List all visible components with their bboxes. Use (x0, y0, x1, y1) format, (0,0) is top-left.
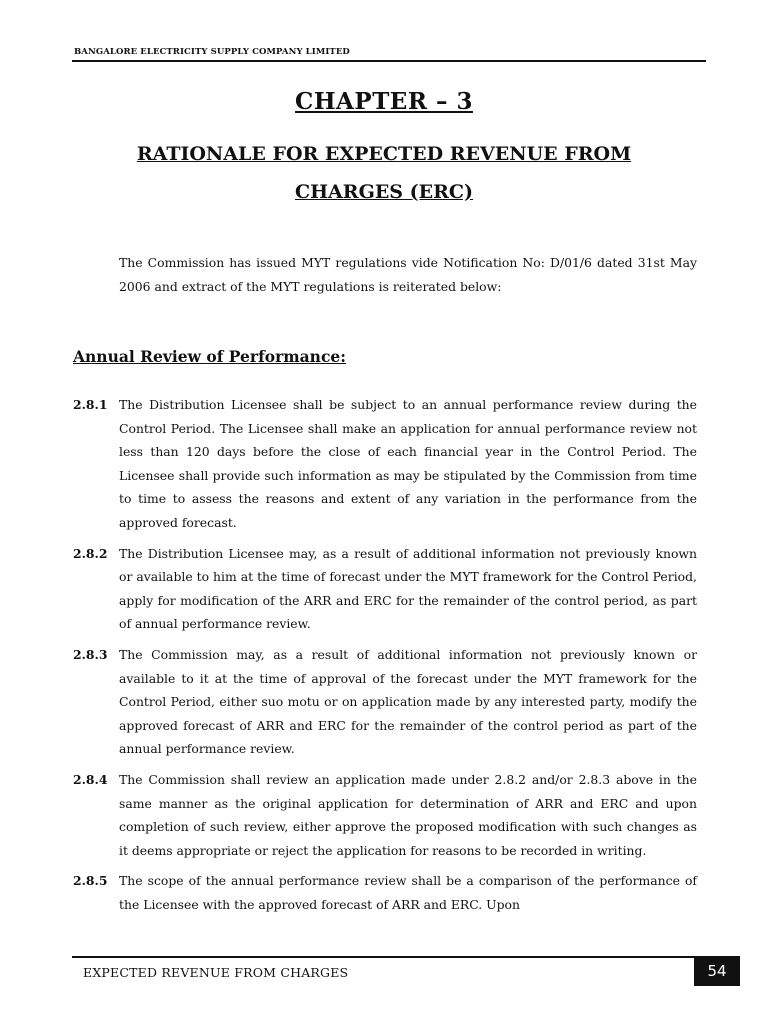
footer-divider (72, 956, 706, 958)
header-company-name: BANGALORE ELECTRICITY SUPPLY COMPANY LIMITED (74, 47, 350, 57)
chapter-title: CHAPTER – 3 (295, 88, 473, 115)
clause-text: The Distribution Licensee may, as a result of additional information not previously known or available to him at the time of forecast under the MYT framework for the Control Period, apply for modification of the ARR and ERC for the remainder of the control period, as part of annual performance review. (119, 545, 697, 632)
clause-number: 2.8.4 (73, 771, 108, 787)
clause-number: 2.8.5 (73, 873, 108, 889)
chapter-subtitle-line-2: CHARGES (ERC) (294, 181, 474, 203)
clause-2-8-1 (73, 393, 697, 535)
footer-title: EXPECTED REVENUE FROM CHARGES (83, 965, 349, 980)
clause-text: The Commission may, as a result of additional information not previously known or available to it at the time of approval of the forecast under the MYT framework for the Control Period, either suo motu or on application made by any interested party, modify the approved forecast of ARR and ERC for the remainder of the control period as part of the annual performance review. (119, 646, 697, 757)
intro-paragraph: The Commission has issued MYT regulations vide Notification No: D/01/6 dated 31st May 2006 and extract of the MYT regulations is reiterated below: (119, 255, 697, 294)
clause-2-8-2 (73, 542, 697, 636)
clause-number: 2.8.3 (73, 646, 108, 662)
section-heading: Annual Review of Performance: (73, 347, 346, 366)
chapter-subtitle (0, 135, 768, 211)
clause-text: The scope of the annual performance review shall be a comparison of the performance of the Licensee with the approved forecast of ARR and ERC. Upon (119, 873, 697, 912)
clause-text: The Commission shall review an application made under 2.8.2 and/or 2.8.3 above in the same manner as the original application for determination of ARR and ERC and upon completion of such review, either approve the proposed modification with such changes as it deems appropriate or reject the application for reasons to be recorded in writing. (119, 771, 697, 858)
clause-number: 2.8.1 (73, 397, 108, 412)
chapter-subtitle-line-1: RATIONALE FOR EXPECTED REVENUE FROM (136, 143, 632, 165)
clause-2-8-5 (73, 869, 697, 916)
header-divider (72, 60, 706, 62)
clause-2-8-4 (73, 768, 697, 862)
page-number: 54 (694, 956, 740, 986)
clause-number: 2.8.2 (73, 545, 108, 561)
clause-text: The Distribution Licensee shall be subject to an annual performance review during the Control Period. The Licensee shall make an application for annual performance review not less than 120 days before the close of each financial year in the Control Period. The Licensee shall provide such information as may be stipulated by the Commission from time to time to assess the reasons and extent of any variation in the performance from the approved forecast. (119, 397, 697, 530)
clause-list (73, 393, 697, 923)
clause-2-8-3 (73, 643, 697, 761)
